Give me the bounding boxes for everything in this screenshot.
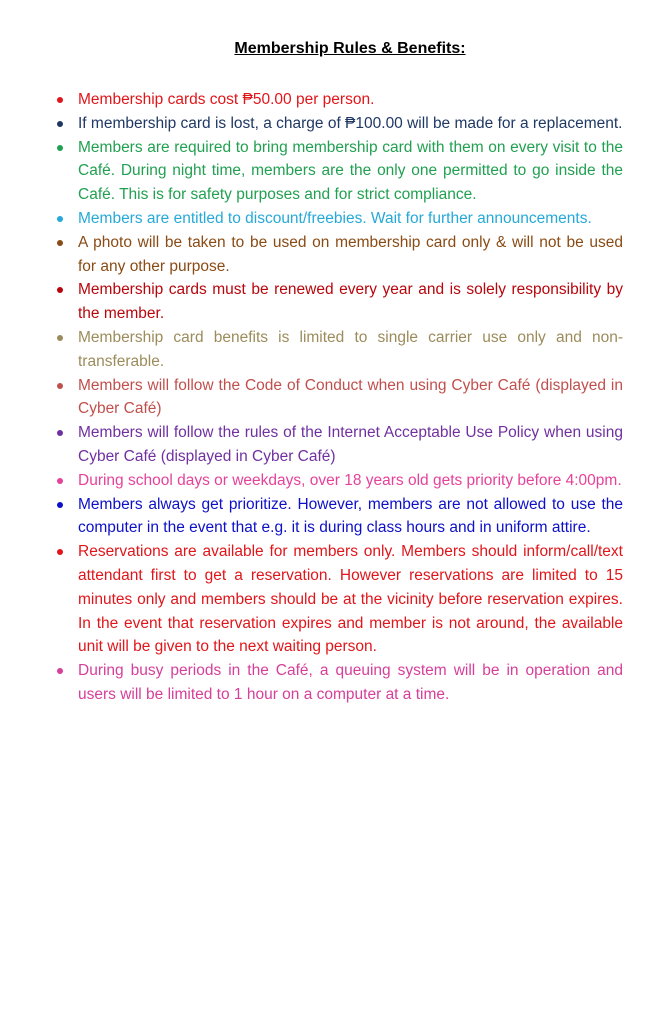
bullet-icon xyxy=(57,121,63,127)
rule-text: Members will follow the Code of Conduct when using Cyber Café (displayed in Cyber Café) xyxy=(78,376,623,418)
list-item xyxy=(78,207,623,231)
list-item xyxy=(78,493,623,541)
list-item xyxy=(78,112,623,136)
bullet-icon xyxy=(57,335,63,341)
bullet-icon xyxy=(57,287,63,293)
rule-text: During busy periods in the Café, a queuing system will be in operation and users will be limited to 1 hour on a computer at a time. xyxy=(78,662,623,703)
bullet-icon xyxy=(57,240,63,246)
list-item xyxy=(78,659,623,707)
rule-text: Members are required to bring membership card with them on every visit to the Café. During night time, members are the only one permitted to go inside the Café. This is for safety purposes and for strict compliance. xyxy=(78,138,623,204)
bullet-icon xyxy=(57,430,63,436)
bullet-icon xyxy=(57,383,63,389)
document-title: Membership Rules & Benefits: xyxy=(234,40,466,57)
rule-text: Members are entitled to discount/freebies. Wait for further announcements. xyxy=(78,209,592,227)
bullet-icon xyxy=(57,216,63,222)
list-item xyxy=(78,231,623,279)
list-item xyxy=(78,469,623,493)
list-item xyxy=(78,374,623,422)
list-item xyxy=(78,136,623,207)
rule-text: Membership cards cost ₱50.00 per person. xyxy=(78,91,375,108)
list-item xyxy=(78,421,623,469)
list-item xyxy=(78,278,623,326)
bullet-icon xyxy=(57,549,63,555)
rule-text: Membership card benefits is limited to single carrier use only and non-transferable. xyxy=(78,328,623,370)
rules-list xyxy=(78,88,623,707)
rule-text: A photo will be taken to be used on membership card only & will not be used for any other purpose. xyxy=(78,233,623,275)
rule-text: Members always get prioritize. However, members are not allowed to use the computer in the event that e.g. it is during class hours and in uniform attire. xyxy=(78,495,623,537)
rule-text: If membership card is lost, a charge of ₱100.00 will be made for a replacement. xyxy=(78,114,623,132)
bullet-icon xyxy=(57,502,63,508)
list-item xyxy=(78,540,623,659)
bullet-icon xyxy=(57,97,63,103)
rule-text: Reservations are available for members only. Members should inform/call/text attendant first to get a reservation. However reservations are limited to 15 minutes only and members should be at the vicinity before reservation expires. In the event that reservation expires and member is not around, the available unit will be given to the next waiting person. xyxy=(78,543,623,656)
list-item xyxy=(78,88,623,112)
rule-text: During school days or weekdays, over 18 years old gets priority before 4:00pm. xyxy=(78,471,622,489)
bullet-icon xyxy=(57,145,63,151)
bullet-icon xyxy=(57,668,63,674)
rule-text: Membership cards must be renewed every year and is solely responsibility by the member. xyxy=(78,281,623,323)
rule-text: Members will follow the rules of the Internet Acceptable Use Policy when using Cyber Café (displayed in Cyber Café) xyxy=(78,424,623,465)
bullet-icon xyxy=(57,478,63,484)
list-item xyxy=(78,326,623,374)
